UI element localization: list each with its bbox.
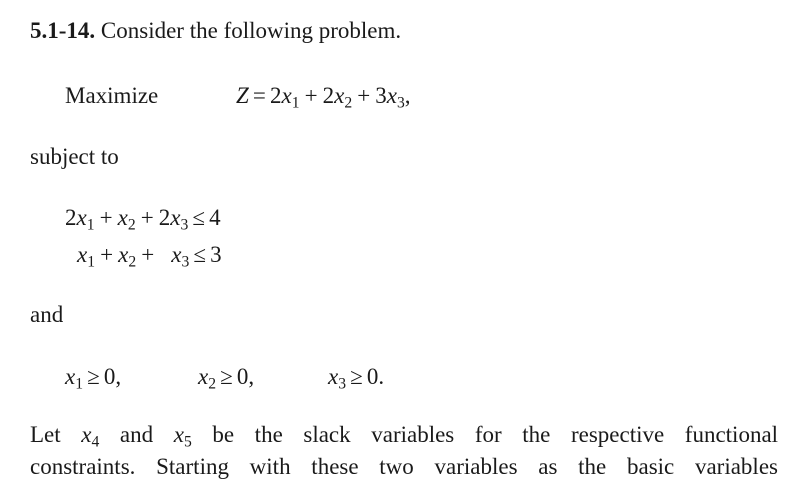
objective-term-3: $3x_3$ — [375, 83, 405, 112]
subject-to-label: subject to — [30, 144, 119, 169]
closing-line-1: Let $x_4$ and $x_5$ be the slack variables for the respective functional — [30, 422, 779, 451]
closing-line-2: constraints. Starting with these two variables as the basic variables — [30, 454, 778, 479]
problem-number: 5.1-14. — [30, 18, 96, 43]
problem-heading — [30, 19, 401, 42]
problem-intro: Consider the following problem. — [100, 18, 402, 43]
objective-lhs: Z — [236, 83, 249, 108]
objective-eq: = — [252, 83, 266, 108]
objective-label: Maximize — [65, 83, 159, 108]
nonneg-x3: $x_3 \ge 0$. — [328, 364, 385, 393]
nonneg-x2: $x_2 \ge 0$, — [198, 364, 255, 393]
objective-term-1: $2x_1$ — [270, 83, 300, 112]
constraint-2: $x_1 + x_2 + x_3 \le 3$ — [77, 242, 222, 271]
nonneg-x1: $x_1 \ge 0$, — [65, 364, 122, 393]
objective-function: $Z = 2x_1 + 2x_2 + 3x_3$, — [236, 83, 411, 112]
constraint-1: $2x_1 + x_2 + 2x_3 \le 4$ — [65, 205, 221, 234]
objective-term-2: $2x_2$ — [322, 83, 353, 112]
and-label: and — [30, 302, 64, 327]
